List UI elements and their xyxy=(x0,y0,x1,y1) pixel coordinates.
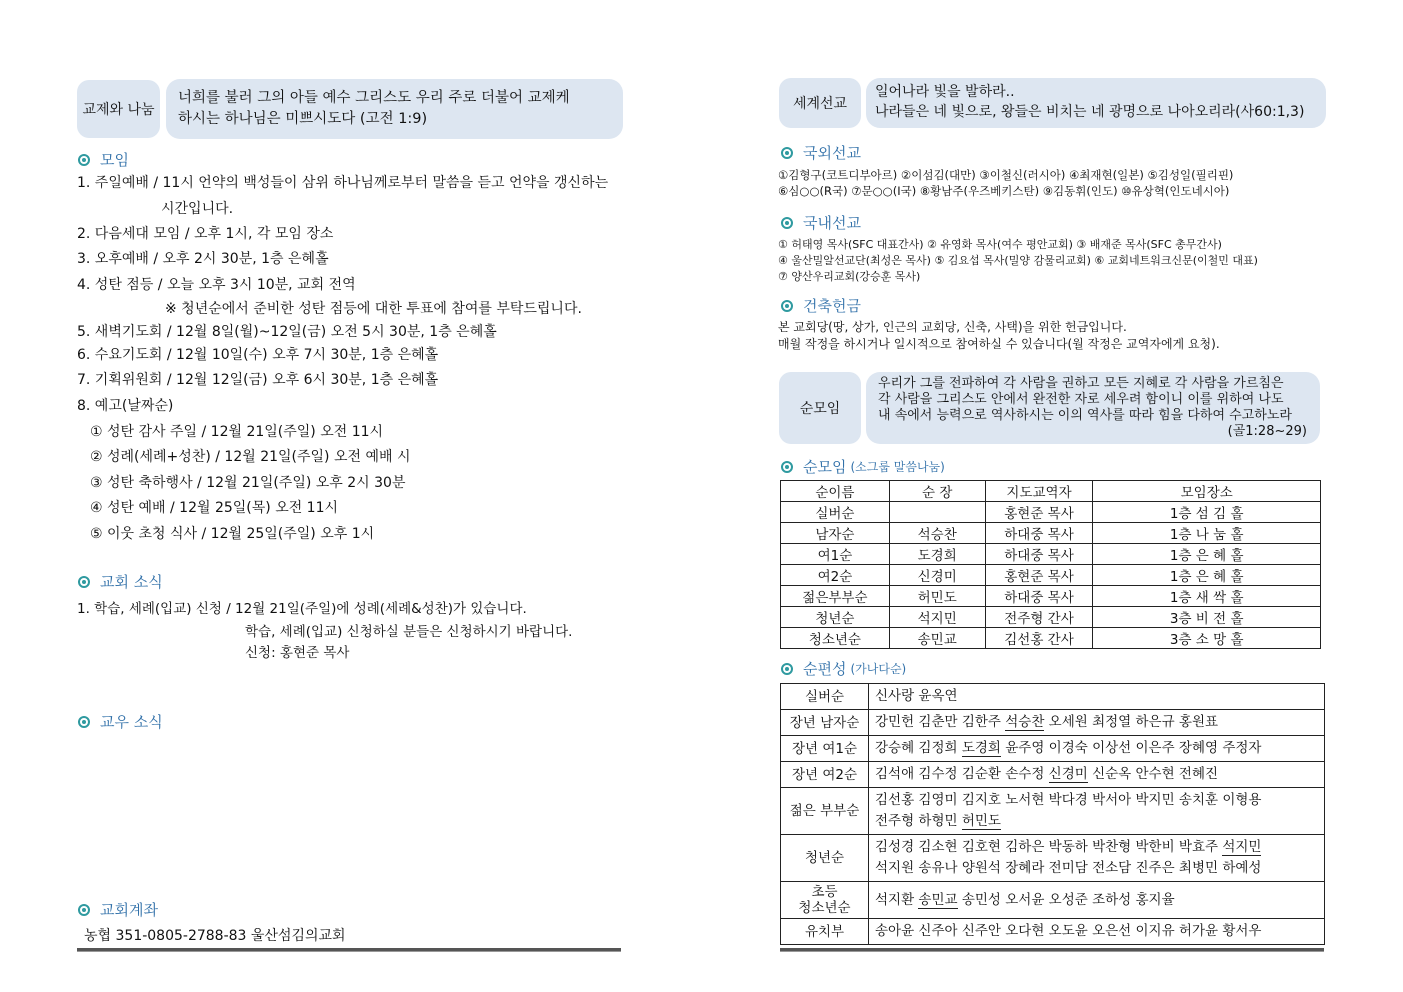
member-names: 전주형 하형민 xyxy=(875,813,962,829)
table-cell: 하대중 목사 xyxy=(985,586,1093,607)
table-header-cell: 지도교역자 xyxy=(985,481,1093,502)
table-cell: 1층 은 혜 홀 xyxy=(1093,544,1321,565)
members-cell xyxy=(869,919,1325,945)
meeting-line: 시간입니다. xyxy=(161,201,234,217)
leader-name: 도경희 xyxy=(961,740,1001,756)
table-header-cell: 순이름 xyxy=(781,481,890,502)
soon-org-section-title xyxy=(781,658,906,679)
members-line xyxy=(875,712,1318,733)
bullet-icon xyxy=(78,904,90,916)
soon-verse-line2: 각 사람을 그리스도 안에서 완전한 자로 세우려 함이니 이를 위하여 나도 xyxy=(878,392,1284,407)
soon-org-subtitle: (가나다순) xyxy=(850,662,907,676)
church-news-line3: 신청: 홍현준 목사 xyxy=(245,645,350,661)
members-line xyxy=(875,686,1318,707)
member-names: 신사랑 윤옥연 xyxy=(875,688,958,704)
bullet-icon xyxy=(78,154,90,166)
group-name: 장년 여2순 xyxy=(791,766,858,783)
member-names: 신순옥 안수현 전혜진 xyxy=(1087,766,1219,782)
fellowship-verse-box xyxy=(166,79,623,139)
account-title: 교회계좌 xyxy=(100,901,158,919)
members-line xyxy=(875,858,1318,879)
group-name-cell xyxy=(781,762,869,788)
group-name-cell xyxy=(781,736,869,762)
church-news-line2: 학습, 세례(입교) 신청하실 분들은 신청하시기 바랍니다. xyxy=(245,624,573,640)
member-news-section-title xyxy=(78,711,163,732)
soon-meeting-subtitle: (소그룹 말씀나눔) xyxy=(850,460,945,474)
domestic-title: 국내선교 xyxy=(803,214,861,232)
domestic-line1: ① 허태영 목사(SFC 대표간사) ② 유영화 목사(여수 평안교회) ③ 배재준 목사(SFC 총무간사) xyxy=(778,238,1222,251)
soon-meeting-section-title xyxy=(781,456,945,477)
table-cell: 석승찬 xyxy=(889,523,985,544)
table-cell: 젊은부부순 xyxy=(781,586,890,607)
meeting-line: 3. 오후예배 / 오후 2시 30분, 1층 은혜홀 xyxy=(77,251,329,267)
table-header-cell: 순 장 xyxy=(889,481,985,502)
members-cell xyxy=(869,762,1325,788)
leader-name: 허민도 xyxy=(961,813,1001,829)
bullet-icon xyxy=(78,716,90,728)
table-cell: 1층 새 싹 홀 xyxy=(1093,586,1321,607)
world-verse-box xyxy=(866,78,1326,128)
soon-verse-box xyxy=(866,372,1320,444)
table-row xyxy=(781,607,1321,628)
group-name: 실버순 xyxy=(804,688,845,705)
group-name-cell xyxy=(781,788,869,835)
group-name: 젊은 부부순 xyxy=(789,803,860,819)
member-names: 김성경 김소현 김호현 김하은 박동하 박찬형 박한비 박효주 xyxy=(875,839,1223,855)
world-verse-line2: 나라들은 네 빛으로, 왕들은 비치는 네 광명으로 나아오리라(사60:1,3) xyxy=(875,104,1305,120)
table-cell: 송민교 xyxy=(889,628,985,649)
meeting-line: 1. 주일예배 / 11시 언약의 백성들이 삼위 하나님께로부터 말씀을 듣고 언약을 갱신하는 xyxy=(77,175,609,191)
building-line1: 본 교회당(땅, 상가, 인근의 교회당, 신축, 사택)을 위한 헌금입니다. xyxy=(778,320,1127,334)
member-names: 송아윤 신주아 신주안 오다현 오도윤 오은선 이지유 허가윤 황서우 xyxy=(875,923,1262,939)
table-cell: 전주형 간사 xyxy=(985,607,1093,628)
table-cell: 1층 나 눔 홀 xyxy=(1093,523,1321,544)
table-cell: 1층 은 혜 홀 xyxy=(1093,565,1321,586)
member-names: 석지원 송유나 양원석 장혜라 전미담 전소담 진주은 최병민 하예성 xyxy=(875,860,1262,876)
meeting-line: ※ 청년순에서 준비한 성탄 점등에 대한 투표에 참여를 부탁드립니다. xyxy=(165,301,582,317)
left-bottom-rule xyxy=(77,948,621,952)
overseas-line2: ⑥심○○(R국) ⑦문○○(I국) ⑧황남주(우즈베키스탄) ⑨김동휘(인도) ⑩유상혁(인도네시아) xyxy=(778,184,1230,198)
building-line2: 매월 작정을 하시거나 일시적으로 참여하실 수 있습니다(월 작정은 교역자에게 요청). xyxy=(778,337,1220,351)
members-cell xyxy=(869,788,1325,835)
soon-meeting-table xyxy=(780,480,1321,649)
right-bottom-rule xyxy=(780,948,1324,952)
table-cell: 석지민 xyxy=(889,607,985,628)
table-cell: 청년순 xyxy=(781,607,890,628)
members-line xyxy=(875,764,1318,785)
soon-verse-line4: (골1:28~29) xyxy=(1227,424,1307,439)
member-names: 윤주영 이경숙 이상선 이은주 장혜영 주정자 xyxy=(1000,740,1262,756)
building-title: 건축헌금 xyxy=(803,297,861,315)
table-cell: 실버순 xyxy=(781,502,890,523)
soon-label-text: 순모임 xyxy=(799,401,841,417)
members-line xyxy=(875,921,1318,942)
leader-name: 석지민 xyxy=(1222,839,1262,855)
bullet-icon xyxy=(781,147,793,159)
domestic-section-title xyxy=(781,212,861,233)
table-row xyxy=(781,736,1325,762)
meeting-section-title xyxy=(78,149,129,170)
table-row xyxy=(781,919,1325,945)
member-names: 강승혜 김정희 xyxy=(875,740,962,756)
soon-org-table xyxy=(780,683,1325,945)
member-names: 강민헌 김춘만 김한주 xyxy=(875,714,1006,730)
leader-name: 송민교 xyxy=(918,891,958,908)
domestic-line3: ⑦ 양산우리교회(강승훈 목사) xyxy=(778,270,921,283)
church-news-line1: 1. 학습, 세례(입교) 신청 / 12월 21일(주일)에 성례(세례&성찬)가 있습니다. xyxy=(77,601,527,617)
table-header-cell: 모임장소 xyxy=(1093,481,1321,502)
table-cell: 여1순 xyxy=(781,544,890,565)
table-cell: 홍현준 목사 xyxy=(985,565,1093,586)
member-names: 송민성 오서윤 오성준 조하성 홍지율 xyxy=(957,891,1175,908)
overseas-title: 국외선교 xyxy=(803,144,861,162)
table-row xyxy=(781,835,1325,882)
members-line xyxy=(875,811,1318,832)
church-news-title: 교회 소식 xyxy=(100,573,163,591)
table-cell: 김선홍 간사 xyxy=(985,628,1093,649)
table-cell: 허민도 xyxy=(889,586,985,607)
soon-verse-line1: 우리가 그를 전파하여 각 사람을 권하고 모든 지혜로 각 사람을 가르침은 xyxy=(878,376,1284,391)
soon-org-title: 순편성 xyxy=(803,660,847,678)
table-cell: 3층 비 전 홀 xyxy=(1093,607,1321,628)
meeting-line: 8. 예고(날짜순) xyxy=(77,398,174,414)
table-row xyxy=(781,523,1321,544)
table-cell: 하대중 목사 xyxy=(985,523,1093,544)
members-cell xyxy=(869,736,1325,762)
meeting-line: ③ 성탄 축하행사 / 12월 21일(주일) 오후 2시 30분 xyxy=(90,475,406,491)
table-row xyxy=(781,684,1325,710)
meeting-line: 6. 수요기도회 / 12월 10일(수) 오후 7시 30분, 1층 은혜홀 xyxy=(77,347,439,363)
bullet-icon xyxy=(781,663,793,675)
table-row xyxy=(781,544,1321,565)
table-cell: 남자순 xyxy=(781,523,890,544)
member-news-title: 교우 소식 xyxy=(100,713,163,731)
table-cell: 여2순 xyxy=(781,565,890,586)
domestic-line2: ④ 울산밀알선교단(최성은 목사) ⑤ 김요섭 목사(밀양 감물리교회) ⑥ 교회네트워크신문(이철민 대표) xyxy=(778,254,1258,267)
bullet-icon xyxy=(781,300,793,312)
group-name-cell xyxy=(781,835,869,882)
meeting-title: 모임 xyxy=(100,151,129,169)
group-name-cell xyxy=(781,710,869,736)
members-cell xyxy=(869,710,1325,736)
table-cell: 신경미 xyxy=(889,565,985,586)
members-cell xyxy=(869,835,1325,882)
table-row xyxy=(781,710,1325,736)
soon-meeting-title: 순모임 xyxy=(803,458,847,476)
overseas-line1: ①김형구(코트디부아르) ②이섬김(대만) ③이철신(러시아) ④최재현(일본) ⑤김성일(필리핀) xyxy=(778,168,1234,182)
group-name: 초등 청소년순 xyxy=(798,884,851,916)
table-header-row xyxy=(781,481,1321,502)
member-names: 오세원 최정열 하은규 홍원표 xyxy=(1044,714,1219,730)
world-mission-label-text: 세계선교 xyxy=(792,96,848,112)
fellowship-label-text: 교제와 나눔 xyxy=(82,102,155,118)
building-section-title xyxy=(781,295,861,316)
world-verse-line1: 일어나라 빛을 발하라.. xyxy=(875,84,1015,100)
meeting-line: 2. 다음세대 모임 / 오후 1시, 각 모임 장소 xyxy=(77,226,334,242)
group-name: 장년 남자순 xyxy=(789,714,860,731)
member-names: 김선홍 김영미 김지호 노서현 박다경 박서아 박지민 송치훈 이형용 xyxy=(875,792,1262,808)
table-cell: 1층 섬 김 홀 xyxy=(1093,502,1321,523)
bullet-icon xyxy=(78,576,90,588)
world-mission-label xyxy=(779,78,861,128)
member-names: 석지환 xyxy=(875,891,919,908)
overseas-section-title xyxy=(781,142,861,163)
table-row xyxy=(781,565,1321,586)
church-news-section-title xyxy=(78,571,163,592)
group-name-cell xyxy=(781,919,869,945)
group-name: 장년 여1순 xyxy=(791,740,858,757)
group-name: 청년순 xyxy=(804,850,845,866)
soon-label xyxy=(779,372,861,444)
table-row xyxy=(781,762,1325,788)
leader-name: 신경미 xyxy=(1048,766,1088,782)
group-name-cell xyxy=(781,684,869,710)
meeting-line: ④ 성탄 예배 / 12월 25일(목) 오전 11시 xyxy=(90,500,339,516)
leader-name: 석승찬 xyxy=(1005,714,1045,730)
meeting-line: 7. 기획위원회 / 12월 12일(금) 오후 6시 30분, 1층 은혜홀 xyxy=(77,372,439,388)
members-line xyxy=(875,890,1318,911)
group-name: 유치부 xyxy=(804,923,845,940)
table-cell: 하대중 목사 xyxy=(985,544,1093,565)
account-text: 농협 351-0805-2788-83 울산섬김의교회 xyxy=(84,928,346,944)
account-section-title xyxy=(78,899,158,920)
group-name-cell xyxy=(781,882,869,919)
table-cell: 3층 소 망 홀 xyxy=(1093,628,1321,649)
fellowship-verse-line1: 너희를 불러 그의 아들 예수 그리스도 우리 주로 더불어 교제케 xyxy=(178,90,570,106)
meeting-line: ② 성례(세례+성찬) / 12월 21일(주일) 오전 예배 시 xyxy=(90,449,411,465)
table-row xyxy=(781,882,1325,919)
bullet-icon xyxy=(781,461,793,473)
table-cell: 청소년순 xyxy=(781,628,890,649)
meeting-line: 4. 성탄 점등 / 오늘 오후 3시 10분, 교회 전역 xyxy=(77,277,356,293)
table-cell: 홍현준 목사 xyxy=(985,502,1093,523)
member-names: 김석애 김수정 김순환 손수정 xyxy=(875,766,1049,782)
table-row xyxy=(781,788,1325,835)
table-cell xyxy=(889,502,985,523)
members-line xyxy=(875,837,1318,858)
table-cell: 도경희 xyxy=(889,544,985,565)
fellowship-verse-line2: 하시는 하나님은 미쁘시도다 (고전 1:9) xyxy=(178,111,428,127)
members-line xyxy=(875,738,1318,759)
meeting-line: ⑤ 이웃 초청 식사 / 12월 25일(주일) 오후 1시 xyxy=(90,526,375,542)
table-row xyxy=(781,502,1321,523)
meeting-line: 5. 새벽기도회 / 12월 8일(월)~12일(금) 오전 5시 30분, 1층 은혜홀 xyxy=(77,324,497,340)
members-line xyxy=(875,790,1318,811)
members-cell xyxy=(869,684,1325,710)
table-row xyxy=(781,628,1321,649)
meeting-line: ① 성탄 감사 주일 / 12월 21일(주일) 오전 11시 xyxy=(90,424,384,440)
table-row xyxy=(781,586,1321,607)
members-cell xyxy=(869,882,1325,919)
bullet-icon xyxy=(781,217,793,229)
soon-verse-line3: 내 속에서 능력으로 역사하시는 이의 역사를 따라 힘을 다하여 수고하노라 xyxy=(878,408,1292,423)
fellowship-label xyxy=(77,80,160,138)
